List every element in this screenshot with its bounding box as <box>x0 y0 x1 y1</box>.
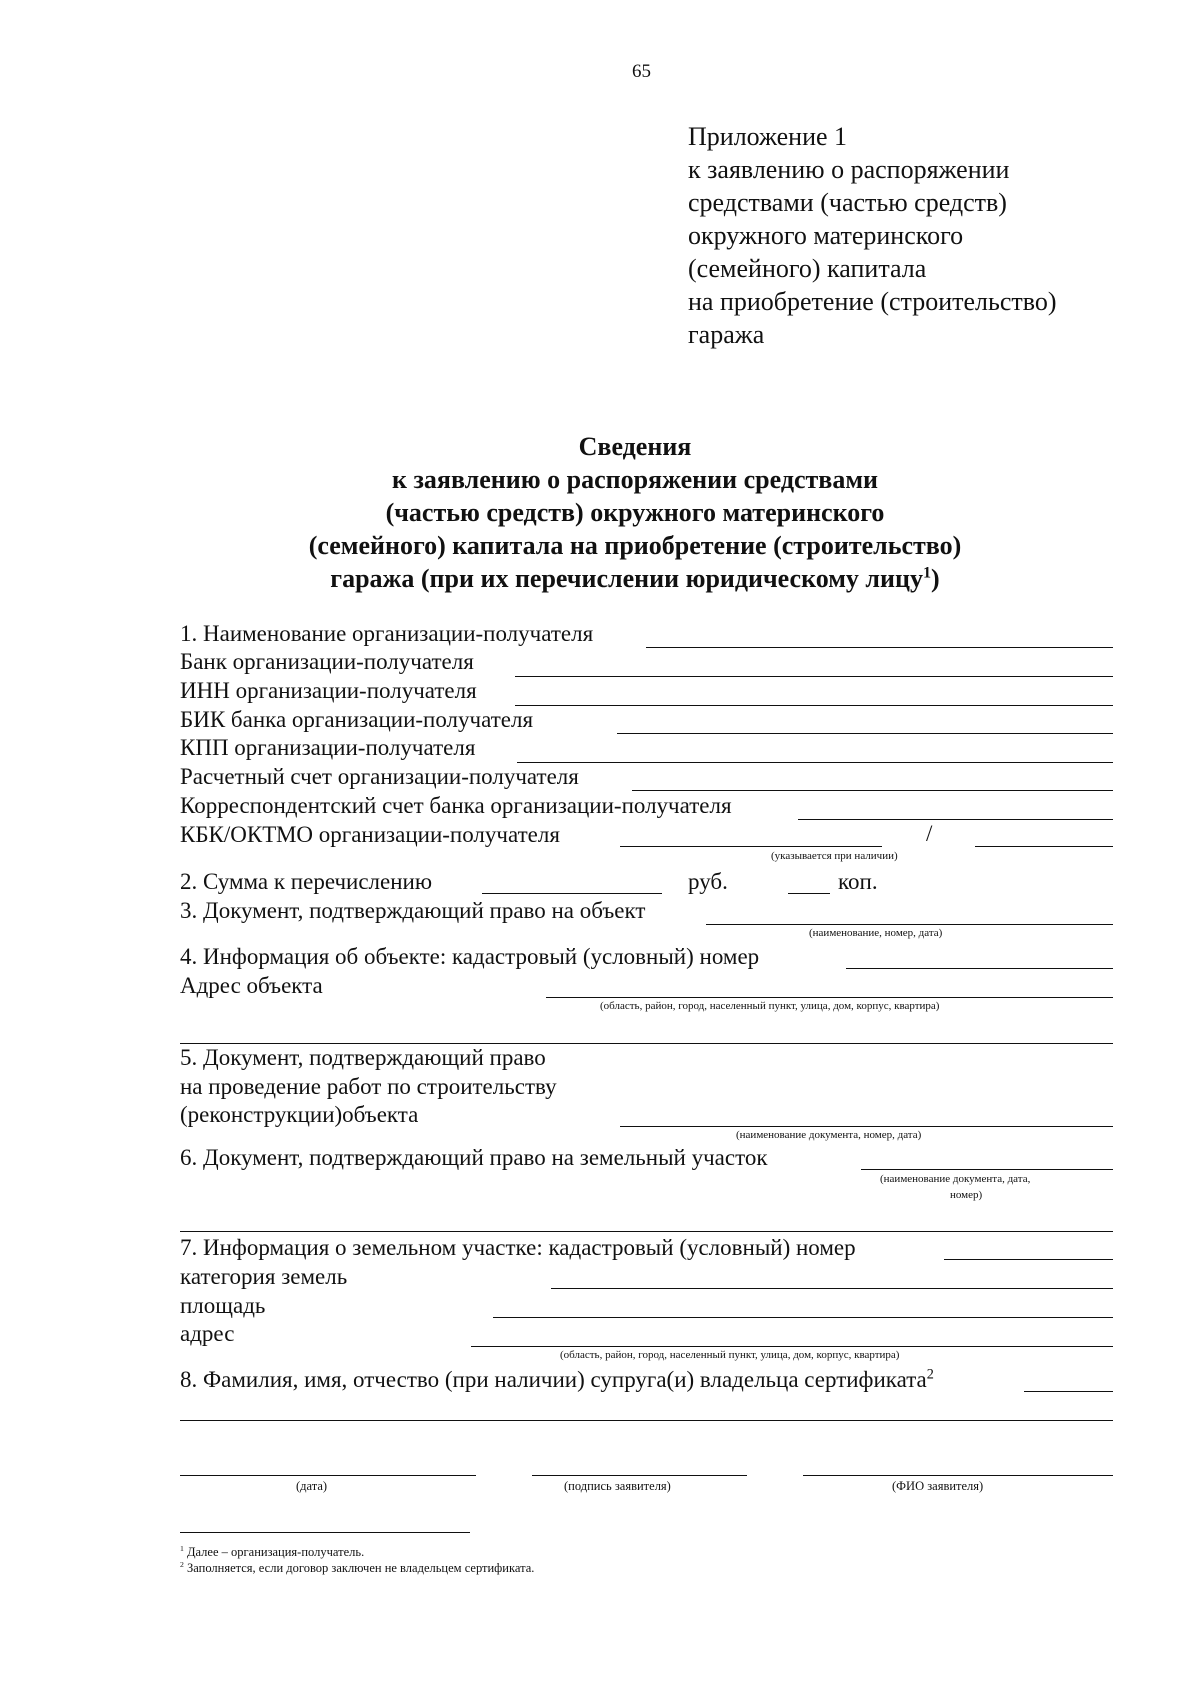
footnote-1-text: Далее – организация-получатель. <box>187 1545 365 1559</box>
rub-label: руб. <box>688 869 728 894</box>
land-cadastral-field[interactable] <box>944 1259 1113 1260</box>
title-line-text: гаража (при их перечислении юридическому лицу <box>330 564 923 593</box>
bank-label: Банк организации-получателя <box>180 649 474 674</box>
doc-land-label: 6. Документ, подтверждающий право на земельный участок <box>180 1145 768 1170</box>
land-area-label: площадь <box>180 1293 266 1318</box>
corr-account-label: Корреспондентский счет банка организации-получателя <box>180 793 732 818</box>
kpp-label: КПП организации-получателя <box>180 735 476 760</box>
account-label: Расчетный счет организации-получателя <box>180 764 579 789</box>
inn-label: ИНН организации-получателя <box>180 678 477 703</box>
sum-rub-field[interactable] <box>482 893 662 894</box>
land-info-label: 7. Информация о земельном участке: кадастровый (условный) номер <box>180 1235 856 1260</box>
spouse-field[interactable] <box>1024 1391 1113 1392</box>
sum-label: 2. Сумма к перечислению <box>180 869 433 894</box>
bik-label: БИК банка организации-получателя <box>180 707 534 732</box>
footnote-separator <box>180 1532 470 1533</box>
date-caption: (дата) <box>296 1479 328 1493</box>
object-address-field[interactable] <box>546 997 1113 998</box>
doc-build-label-3: (реконструкции)объекта <box>180 1102 419 1127</box>
object-address-field-2[interactable] <box>180 1043 1113 1044</box>
appendix-line: окружного материнского <box>688 221 964 250</box>
doc-land-field[interactable] <box>861 1169 1113 1170</box>
doc-land-note-2: номер) <box>950 1189 983 1201</box>
appendix-line: средствами (частью средств) <box>688 188 1007 217</box>
appendix-line: к заявлению о распоряжении <box>688 155 1010 184</box>
kpp-field[interactable] <box>517 762 1113 763</box>
doc-build-label: 5. Документ, подтверждающий право <box>180 1045 546 1070</box>
land-category-label: категория земель <box>180 1264 348 1289</box>
object-info-label: 4. Информация об объекте: кадастровый (условный) номер <box>180 944 760 969</box>
org-name-label: 1. Наименование организации-получателя <box>180 621 594 646</box>
footnote-2-mark: 2 <box>180 1559 184 1569</box>
title-line: к заявлению о распоряжении средствами <box>391 465 879 494</box>
land-address-note: (область, район, город, населенный пункт, улица, дом, корпус, квартира) <box>560 1349 900 1361</box>
spouse-label-text: 8. Фамилия, имя, отчество (при наличии) супруга(и) владельца сертификата <box>180 1367 927 1392</box>
doc-build-note: (наименование документа, номер, дата) <box>736 1129 922 1141</box>
title-line: (частью средств) окружного материнского <box>385 498 885 527</box>
doc-land-note: (наименование документа, дата, <box>880 1173 1031 1185</box>
appendix-header <box>688 120 1057 351</box>
fio-caption: (ФИО заявителя) <box>892 1479 984 1493</box>
doc-right-note: (наименование, номер, дата) <box>809 927 943 939</box>
date-field[interactable] <box>180 1475 476 1476</box>
oktmo-field[interactable] <box>975 846 1113 847</box>
corr-account-field[interactable] <box>798 819 1113 820</box>
bik-field[interactable] <box>617 733 1113 734</box>
footnote-ref: 1 <box>922 564 932 582</box>
org-name-field[interactable] <box>646 647 1113 648</box>
signature-field[interactable] <box>532 1475 747 1476</box>
appendix-line: на приобретение (строительство) <box>688 287 1057 316</box>
inn-field[interactable] <box>515 705 1113 706</box>
title-line: (семейного) капитала на приобретение (строительство) <box>308 531 962 560</box>
kbk-note: (указывается при наличии) <box>771 850 898 862</box>
doc-right-label: 3. Документ, подтверждающий право на объект <box>180 898 646 923</box>
footnote-1-mark: 1 <box>180 1543 184 1553</box>
fio-field[interactable] <box>803 1475 1113 1476</box>
spouse-field-2[interactable] <box>180 1420 1113 1421</box>
appendix-line: гаража <box>688 320 765 349</box>
title-line: Сведения <box>578 432 692 461</box>
bank-field[interactable] <box>515 676 1113 677</box>
title-line <box>0 562 1200 595</box>
address-note: (область, район, город, населенный пункт, улица, дом, корпус, квартира) <box>600 1000 940 1012</box>
kbk-label: КБК/ОКТМО организации-получателя <box>180 822 560 847</box>
land-area-field[interactable] <box>493 1317 1113 1318</box>
footnote-2 <box>180 1559 535 1575</box>
spouse-label <box>180 1368 934 1391</box>
appendix-line: Приложение 1 <box>688 122 848 151</box>
land-address-label: адрес <box>180 1321 235 1346</box>
cadastral-number-field[interactable] <box>846 968 1113 969</box>
footnote-ref: 2 <box>926 1366 934 1383</box>
footnote-1 <box>180 1543 365 1559</box>
land-category-field[interactable] <box>551 1288 1113 1289</box>
land-address-field[interactable] <box>471 1346 1113 1347</box>
footnote-2-text: Заполняется, если договор заключен не владельцем сертификата. <box>187 1561 535 1575</box>
signature-caption: (подпись заявителя) <box>564 1479 671 1493</box>
title-line-end: ) <box>931 564 940 593</box>
account-field[interactable] <box>632 790 1113 791</box>
sum-kop-field[interactable] <box>788 893 830 894</box>
doc-right-field[interactable] <box>706 924 1113 925</box>
kbk-field[interactable] <box>620 846 882 847</box>
page-number: 65 <box>632 61 651 82</box>
document-title <box>0 430 1200 595</box>
doc-land-field-2[interactable] <box>180 1231 1113 1232</box>
appendix-line: (семейного) капитала <box>688 254 927 283</box>
kop-label: коп. <box>838 869 878 894</box>
doc-build-field[interactable] <box>620 1126 1113 1127</box>
doc-build-label-2: на проведение работ по строительству <box>180 1074 557 1099</box>
kbk-separator: / <box>926 821 933 846</box>
object-address-label: Адрес объекта <box>180 973 323 998</box>
